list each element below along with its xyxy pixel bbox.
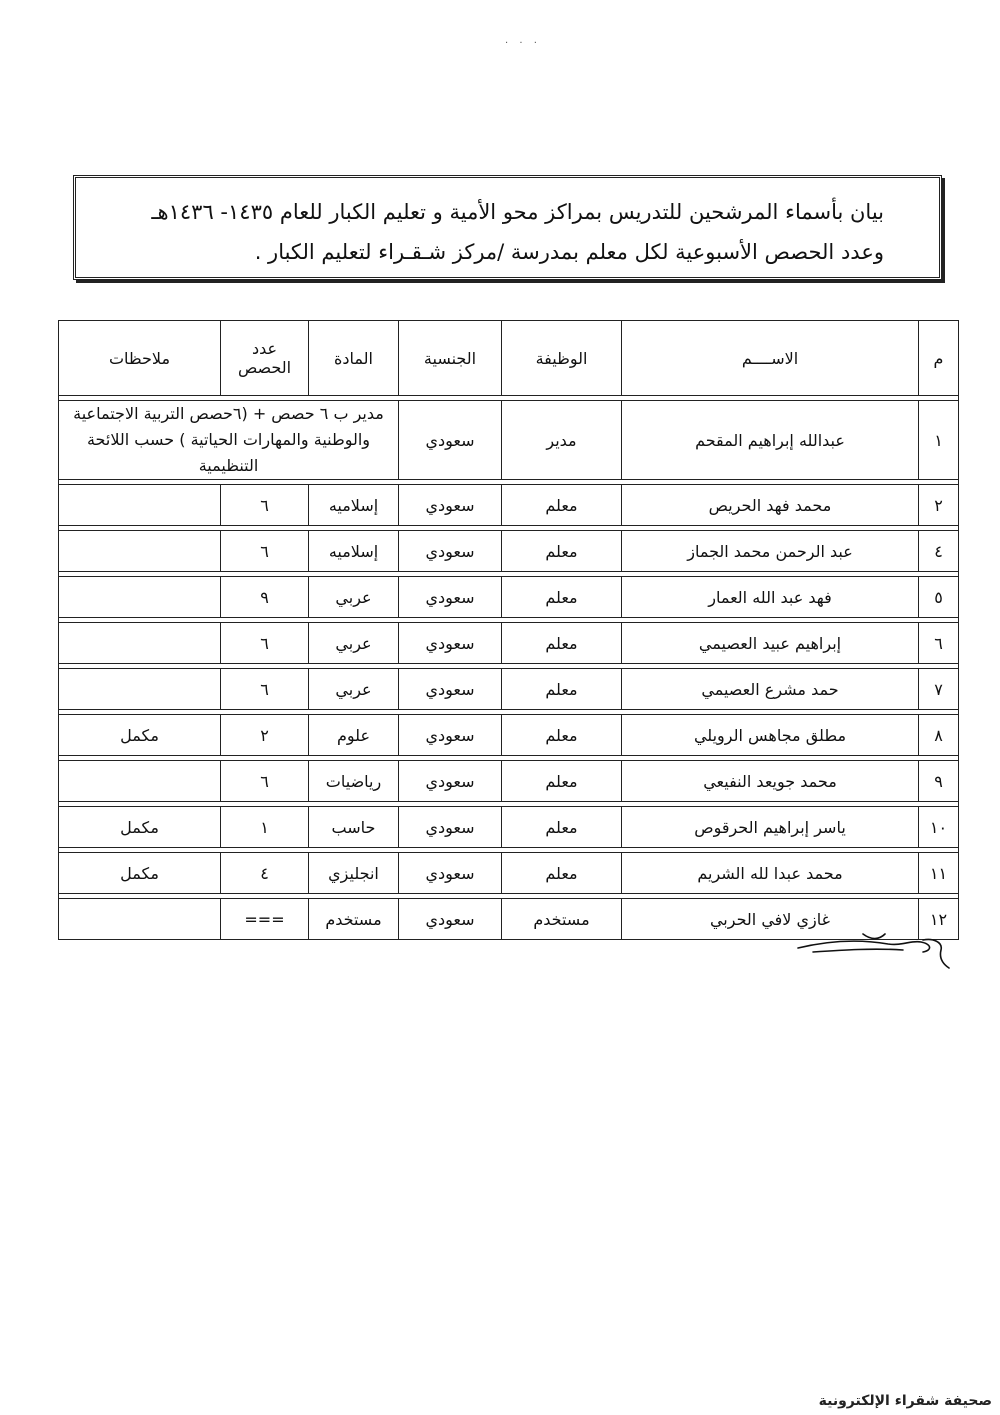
table-row bbox=[59, 761, 959, 802]
cell-job: معلم bbox=[502, 531, 622, 572]
cell-num: ٦ bbox=[919, 623, 959, 664]
table-row bbox=[59, 853, 959, 894]
cell-notes bbox=[59, 761, 221, 802]
cell-name: محمد عبدا لله الشريم bbox=[622, 853, 919, 894]
cell-nationality: سعودي bbox=[399, 807, 502, 848]
cell-job: معلم bbox=[502, 761, 622, 802]
cell-job: معلم bbox=[502, 853, 622, 894]
cell-notes bbox=[59, 577, 221, 618]
cell-num: ٧ bbox=[919, 669, 959, 710]
cell-job: مدير bbox=[502, 401, 622, 480]
header-nationality: الجنسية bbox=[399, 321, 502, 396]
cell-job: مستخدم bbox=[502, 899, 622, 940]
cell-notes: مكمل bbox=[59, 715, 221, 756]
cell-name: إبراهيم عبيد العصيمي bbox=[622, 623, 919, 664]
candidates-table bbox=[58, 320, 959, 940]
header-name: الاســــم bbox=[622, 321, 919, 396]
cell-subject: انجليزي bbox=[309, 853, 399, 894]
cell-classes: ٢ bbox=[221, 715, 309, 756]
cell-job: معلم bbox=[502, 669, 622, 710]
cell-notes bbox=[59, 669, 221, 710]
cell-subject: حاسب bbox=[309, 807, 399, 848]
cell-classes: ٦ bbox=[221, 531, 309, 572]
cell-num: ٤ bbox=[919, 531, 959, 572]
header-classes: عدد الحصص bbox=[221, 321, 309, 396]
table-row bbox=[59, 807, 959, 848]
header-subject: المادة bbox=[309, 321, 399, 396]
cell-num: ١ bbox=[919, 401, 959, 480]
cell-nationality: سعودي bbox=[399, 531, 502, 572]
cell-name: محمد فهد الحريص bbox=[622, 485, 919, 526]
cell-nationality: سعودي bbox=[399, 623, 502, 664]
table-row bbox=[59, 401, 959, 480]
cell-nationality: سعودي bbox=[399, 669, 502, 710]
table-row bbox=[59, 669, 959, 710]
table-row bbox=[59, 715, 959, 756]
cell-notes-merged: مدير ب ٦ حصص + (٦حصص التربية الاجتماعية والوطنية والمهارات الحياتية ) حسب اللائحة التنظيمية bbox=[59, 401, 399, 480]
cell-classes: ١ bbox=[221, 807, 309, 848]
title-line-2: وعدد الحصص الأسبوعية لكل معلم بمدرسة /مركز شـقـراء لتعليم الكبار . bbox=[254, 240, 884, 264]
table-row bbox=[59, 485, 959, 526]
title-box bbox=[73, 175, 942, 280]
cell-subject: علوم bbox=[309, 715, 399, 756]
cell-name: مطلق مجاهس الرويلي bbox=[622, 715, 919, 756]
cell-nationality: سعودي bbox=[399, 715, 502, 756]
cell-classes: ٦ bbox=[221, 623, 309, 664]
cell-job: معلم bbox=[502, 577, 622, 618]
cell-classes: ٦ bbox=[221, 485, 309, 526]
table-row bbox=[59, 577, 959, 618]
cell-notes bbox=[59, 623, 221, 664]
cell-job: معلم bbox=[502, 807, 622, 848]
cell-notes: مكمل bbox=[59, 807, 221, 848]
cell-notes bbox=[59, 485, 221, 526]
cell-subject: إسلاميه bbox=[309, 485, 399, 526]
cell-num: ٨ bbox=[919, 715, 959, 756]
cell-job: معلم bbox=[502, 485, 622, 526]
cell-num: ٢ bbox=[919, 485, 959, 526]
cell-num: ١١ bbox=[919, 853, 959, 894]
cell-subject: عربي bbox=[309, 669, 399, 710]
cell-subject: رياضيات bbox=[309, 761, 399, 802]
cell-notes bbox=[59, 899, 221, 940]
cell-name: عبدالله إبراهيم المقحم bbox=[622, 401, 919, 480]
cell-subject: عربي bbox=[309, 623, 399, 664]
footer-brand: صحيفة شقراء الإلكترونية bbox=[818, 1393, 992, 1409]
cell-name: محمد جويعد النفيعي bbox=[622, 761, 919, 802]
cell-classes: ٦ bbox=[221, 761, 309, 802]
cell-nationality: سعودي bbox=[399, 401, 502, 480]
cell-notes bbox=[59, 531, 221, 572]
cell-classes: ٩ bbox=[221, 577, 309, 618]
cell-classes: === bbox=[221, 899, 309, 940]
table-header-row bbox=[59, 321, 959, 396]
cell-name: حمد مشرع العصيمي bbox=[622, 669, 919, 710]
cell-name: غازي لافي الحربي bbox=[622, 899, 919, 940]
cell-subject: إسلاميه bbox=[309, 531, 399, 572]
cell-job: معلم bbox=[502, 623, 622, 664]
table-row bbox=[59, 623, 959, 664]
header-num: م bbox=[919, 321, 959, 396]
cell-name: ياسر إبراهيم الحرقوص bbox=[622, 807, 919, 848]
header-job: الوظيفة bbox=[502, 321, 622, 396]
header-notes: ملاحظات bbox=[59, 321, 221, 396]
cell-job: معلم bbox=[502, 715, 622, 756]
cell-num: ١٠ bbox=[919, 807, 959, 848]
cell-classes: ٤ bbox=[221, 853, 309, 894]
cell-subject: عربي bbox=[309, 577, 399, 618]
cell-subject: مستخدم bbox=[309, 899, 399, 940]
table-row bbox=[59, 531, 959, 572]
cell-classes: ٦ bbox=[221, 669, 309, 710]
cell-num: ٥ bbox=[919, 577, 959, 618]
cell-nationality: سعودي bbox=[399, 899, 502, 940]
cell-nationality: سعودي bbox=[399, 761, 502, 802]
cell-num: ٩ bbox=[919, 761, 959, 802]
cell-name: عبد الرحمن محمد الجماز bbox=[622, 531, 919, 572]
cell-notes: مكمل bbox=[59, 853, 221, 894]
cell-num: ١٢ bbox=[919, 899, 959, 940]
cell-nationality: سعودي bbox=[399, 577, 502, 618]
scan-marks: · · · bbox=[505, 38, 541, 49]
signature-mark bbox=[793, 930, 953, 975]
cell-name: فهد عبد الله العمار bbox=[622, 577, 919, 618]
cell-nationality: سعودي bbox=[399, 853, 502, 894]
title-line-1: بيان بأسماء المرشحين للتدريس بمراكز محو الأمية و تعليم الكبار للعام ١٤٣٥- ١٤٣٦هـ bbox=[151, 200, 884, 224]
cell-nationality: سعودي bbox=[399, 485, 502, 526]
